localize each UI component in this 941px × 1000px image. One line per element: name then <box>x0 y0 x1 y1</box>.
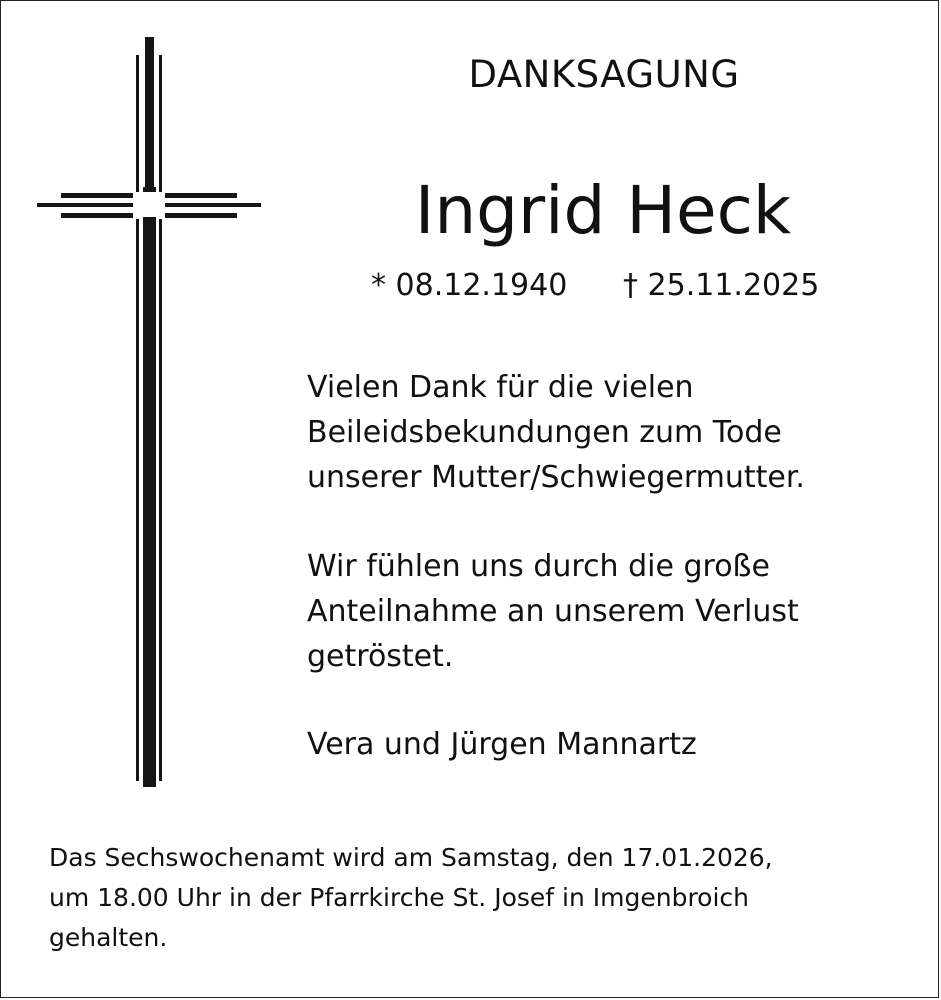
thank-you-message <box>307 365 847 679</box>
message-line: Vielen Dank für die vielen <box>307 370 694 405</box>
deceased-name: Ingrid Heck <box>414 172 792 249</box>
service-line: Das Sechswochenamt wird am Samstag, den 17.01.2026, <box>49 843 773 872</box>
message-line: Anteilnahme an unserem Verlust <box>307 594 799 629</box>
message-line: unserer Mutter/Schwiegermutter. <box>307 460 805 495</box>
message-line: Beileidsbekundungen zum Tode <box>307 415 782 450</box>
notice-heading: DANKSAGUNG <box>468 53 740 96</box>
service-line: um 18.00 Uhr in der Pfarrkirche St. Josef in Imgenbroich <box>49 883 749 912</box>
service-line: gehalten. <box>49 923 168 952</box>
death-date: † 25.11.2025 <box>623 268 820 303</box>
message-line: Wir fühlen uns durch die große <box>307 549 770 584</box>
signature: Vera und Jürgen Mannartz <box>307 727 697 762</box>
service-information <box>49 838 899 958</box>
life-dates <box>361 263 846 309</box>
birth-date: * 08.12.1940 <box>371 268 568 303</box>
message-line: getröstet. <box>307 639 454 674</box>
cross-icon <box>37 37 261 787</box>
